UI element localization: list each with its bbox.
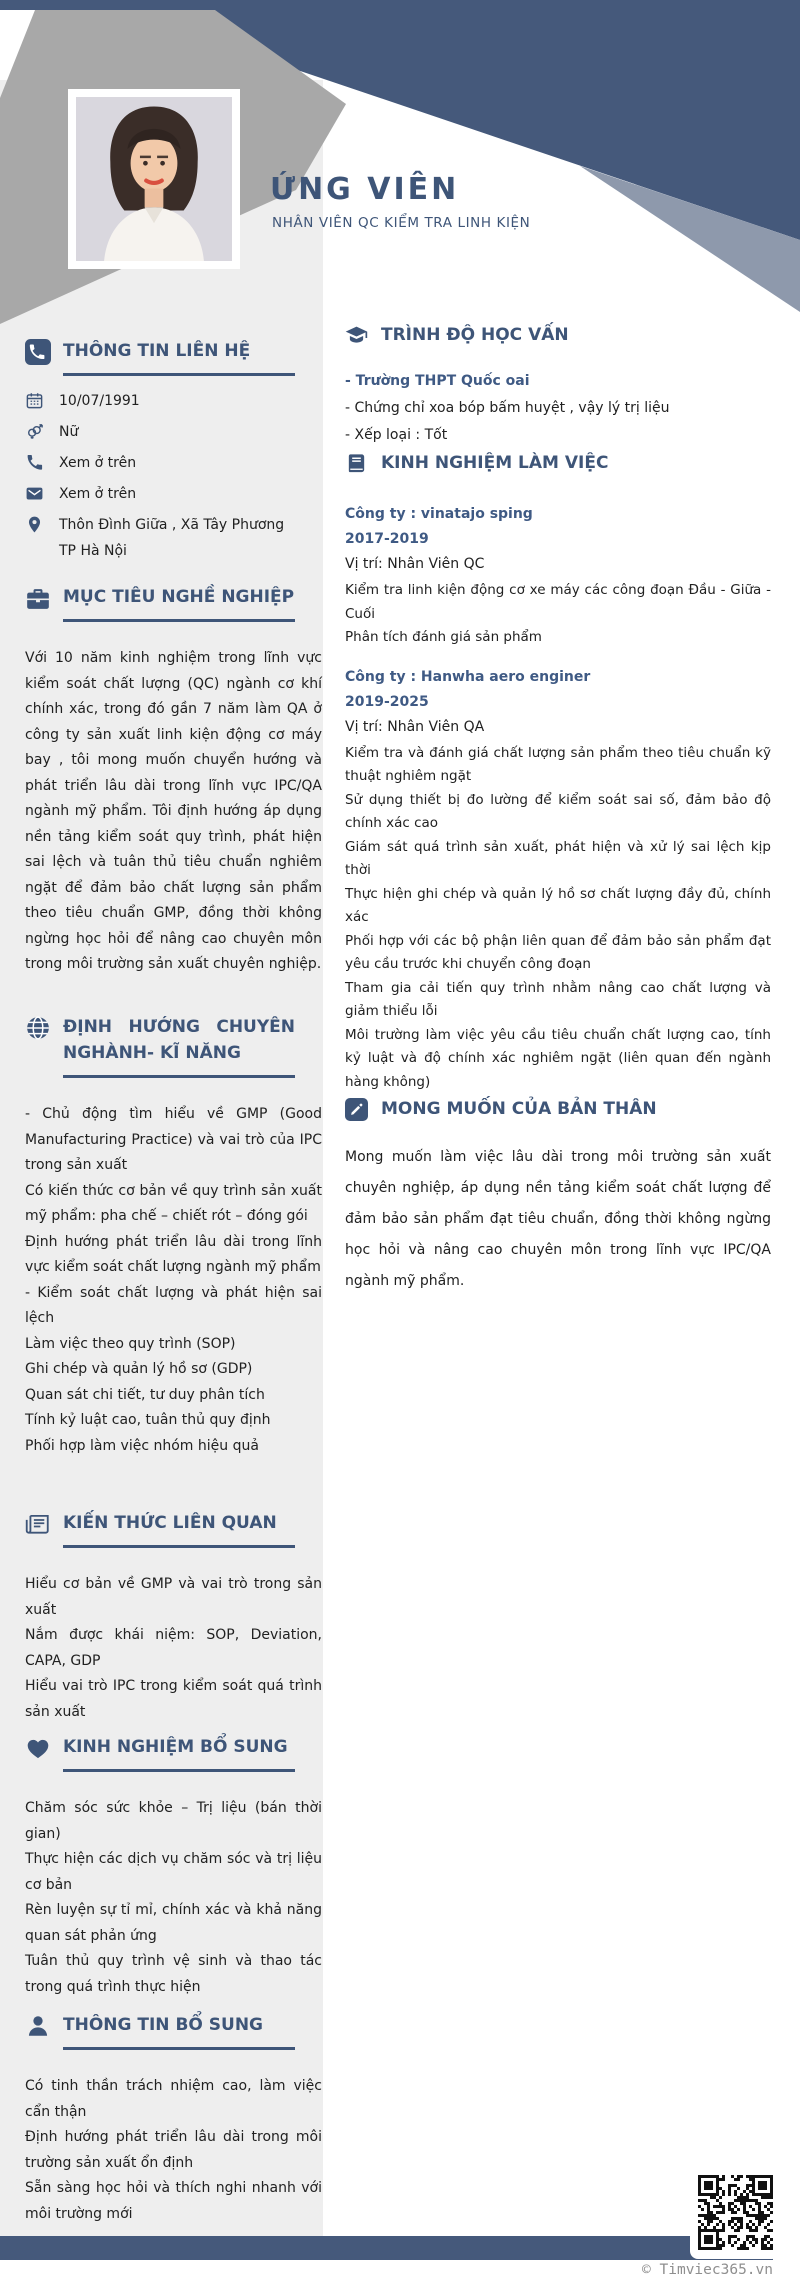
envelope-icon: [25, 481, 47, 507]
section-heading: KINH NGHIỆM BỔ SUNG: [63, 1734, 295, 1772]
contact-item-text: Xem ở trên: [59, 455, 137, 471]
section-body: [25, 1572, 322, 1725]
section-1: [25, 584, 322, 978]
page-subtitle: NHÂN VIÊN QC KIỂM TRA LINH KIỆN: [272, 215, 531, 231]
pencil-badge-icon: [345, 1096, 371, 1121]
job-duty: Kiểm tra và đánh giá chất lượng sản phẩm theo tiêu chuẩn kỹ thuật nghiêm ngặt: [345, 744, 771, 784]
job-duty: Giám sát quá trình sản xuất, phát hiện và xử lý sai lệch kịp thời: [345, 838, 771, 878]
section-header: [25, 1510, 322, 1548]
section-work-experience: [345, 450, 771, 1109]
page-title: ỨNG VIÊN: [270, 172, 460, 207]
contact-item-text: 10/07/1991: [59, 393, 140, 409]
job-duty-list: [345, 579, 771, 650]
section-heading: ĐỊNH HƯỚNG CHUYÊN NGHÀNH- KĨ NĂNG: [63, 1014, 295, 1078]
book-icon: [345, 450, 371, 475]
section-heading: MONG MUỐN CỦA BẢN THÂN: [381, 1099, 657, 1119]
job-duty: Môi trường làm việc yêu cầu tiêu chuẩn chất lượng cao, tính kỷ luật và độ chính xác nghiêm ngặt (liên quan đến ngành hàng không): [345, 1026, 771, 1090]
section-line: Làm việc theo quy trình (SOP): [25, 1335, 236, 1352]
contact-item-list: [25, 388, 322, 564]
section-line: Định hướng phát triển lâu dài trong lĩnh vực kiểm soát chất lượng ngành mỹ phẩm: [25, 1233, 322, 1275]
job-company: Công ty : vinatajo sping: [345, 506, 533, 522]
footer-bar: [0, 2236, 773, 2260]
section-line: Sẵn sàng học hỏi và thích nghi nhanh với môi trường mới: [25, 2180, 322, 2222]
qr-code-icon: [698, 2175, 773, 2254]
header-top-bar: [0, 0, 800, 10]
contact-item: [25, 388, 322, 414]
job-entry: [345, 502, 771, 650]
job-duty: Phân tích đánh giá sản phẩm: [345, 629, 542, 645]
section-body: [25, 1796, 322, 2000]
section-3: [25, 1510, 322, 1725]
section-line: Phối hợp làm việc nhóm hiệu quả: [25, 1437, 259, 1454]
aspiration-paragraph: Mong muốn làm việc lâu dài trong môi trường sản xuất chuyên nghiệp, áp dụng nền tảng kiểm soát chất lượng để đảm bảo sản phẩm đạt tiêu chuẩn, đồng thời không ngừng học hỏi và nâng cao chuyên môn trong lĩnh vực IPC/QA ngành mỹ phẩm.: [345, 1149, 771, 1289]
section-header: [345, 322, 771, 348]
section-line: Tính kỷ luật cao, tuân thủ quy định: [25, 1412, 271, 1428]
job-duty: Phối hợp với các bộ phận liên quan để đảm bảo sản phẩm đạt yêu cầu trước khi chuyển công đoạn: [345, 932, 771, 972]
briefcase-icon: [25, 584, 55, 611]
contact-item-text: Nữ: [59, 424, 79, 440]
section-line: - Chủ động tìm hiểu về GMP (Good Manufacturing Practice) và vai trò của IPC trong sản xuất: [25, 1106, 322, 1173]
section-header: [25, 584, 322, 622]
contact-item-text: Xem ở trên: [59, 486, 137, 502]
section-heading: KINH NGHIỆM LÀM VIỆC: [381, 453, 609, 473]
contact-item: [25, 450, 322, 476]
location-icon: [25, 512, 47, 564]
section-body: [25, 2074, 322, 2227]
section-line: Hiểu vai trò IPC trong kiểm soát quá trình sản xuất: [25, 1678, 322, 1720]
phone-badge-icon: [25, 338, 55, 365]
section-heading: KIẾN THỨC LIÊN QUAN: [63, 1510, 295, 1548]
section-line: Với 10 năm kinh nghiệm trong lĩnh vực kiểm soát chất lượng (QC) ngành cơ khí chính xác, trong đó gần 7 năm làm QA ở công ty sản xuất linh kiện động cơ máy bay , tôi mong muốn chuyển hướng và phát triển lâu dài trong lĩnh vực IPC/QA ngành mỹ phẩm. Tôi định hướng áp dụng nền tảng kiểm soát quy trình, phát hiện sai lệch và tuân thủ tiêu chuẩn nghiêm ngặt để đảm bảo chất lượng sản phẩm theo tiêu chuẩn GMP, đồng thời không ngừng học hỏi để nâng cao chuyên môn trong môi trường sản xuất chuyên nghiệp.: [25, 650, 322, 972]
section-contact-info: [25, 338, 322, 569]
globe-icon: [25, 1014, 55, 1041]
job-entry: [345, 665, 771, 1095]
section-line: Tuân thủ quy trình vệ sinh và thao tác trong quá trình thực hiện: [25, 1953, 322, 1995]
heart-icon: [25, 1734, 55, 1761]
section-line: Có tinh thần trách nhiệm cao, làm việc cẩn thận: [25, 2078, 322, 2120]
section-heading: THÔNG TIN LIÊN HỆ: [63, 338, 295, 376]
education-line: - Trường THPT Quốc oai: [345, 373, 530, 389]
job-duty: Kiểm tra linh kiện động cơ xe máy các công đoạn Đầu - Giữa - Cuối: [345, 582, 771, 622]
gender-icon: [25, 419, 47, 445]
section-line: Ghi chép và quản lý hồ sơ (GDP): [25, 1361, 253, 1377]
section-heading: THÔNG TIN BỔ SUNG: [63, 2012, 295, 2050]
section-header: [25, 2012, 322, 2050]
newspaper-icon: [25, 1510, 55, 1537]
section-header: [345, 450, 771, 476]
section-line: - Kiểm soát chất lượng và phát hiện sai lệch: [25, 1284, 322, 1326]
job-duty: Thực hiện ghi chép và quản lý hồ sơ chất lượng đầy đủ, chính xác: [345, 885, 771, 925]
section-line: Rèn luyện sự tỉ mỉ, chính xác và khả năng quan sát phản ứng: [25, 1902, 322, 1944]
job-duty-list: [345, 742, 771, 1095]
education-line: - Chứng chỉ xoa bóp bấm huyệt , vậy lý trị liệu: [345, 400, 670, 416]
phone-icon: [25, 450, 47, 476]
section-header: [25, 1014, 322, 1078]
section-header: [345, 1096, 771, 1122]
qr-code: [690, 2170, 780, 2259]
job-position: Vị trí: Nhân Viên QC: [345, 556, 485, 572]
contact-item: [25, 419, 322, 445]
footer-credit: © Timviec365.vn: [642, 2262, 773, 2278]
section-aspiration: [345, 1096, 771, 1297]
contact-item: [25, 481, 322, 507]
contact-item-text: Thôn Đình Giữa , Xã Tây Phương TP Hà Nội: [59, 517, 285, 559]
section-heading: MỤC TIÊU NGHỀ NGHIỆP: [63, 584, 295, 622]
section-header: [25, 1734, 322, 1772]
job-duty: Tham gia cải tiến quy trình nhằm nâng cao chất lượng và giảm thiểu lỗi: [345, 979, 771, 1019]
section-line: Chăm sóc sức khỏe – Trị liệu (bán thời gian): [25, 1800, 322, 1842]
section-4: [25, 1734, 322, 2000]
education-line: - Xếp loại : Tốt: [345, 427, 448, 443]
section-line: Định hướng phát triển lâu dài trong môi trường sản xuất ổn định: [25, 2129, 322, 2171]
section-line: Quan sát chi tiết, tư duy phân tích: [25, 1386, 265, 1403]
section-line: Hiểu cơ bản về GMP và vai trò trong sản xuất: [25, 1576, 322, 1618]
section-body: [345, 502, 771, 1094]
calendar-icon: [25, 388, 47, 414]
contact-item: [25, 512, 322, 564]
portrait-illustration: [76, 97, 232, 261]
section-2: [25, 1014, 322, 1459]
job-period: 2017-2019: [345, 531, 429, 547]
job-position: Vị trí: Nhân Viên QA: [345, 718, 485, 735]
section-body: [345, 368, 771, 449]
job-duty: Sử dụng thiết bị đo lường để kiểm soát sai số, đảm bảo độ chính xác cao: [345, 791, 771, 831]
section-body: [25, 1102, 322, 1459]
section-education: [345, 322, 771, 449]
section-line: Nắm được khái niệm: SOP, Deviation, CAPA, GDP: [25, 1627, 322, 1669]
graduation-cap-icon: [345, 322, 371, 347]
job-period: 2019-2025: [345, 693, 429, 710]
section-header: [25, 338, 322, 376]
section-body: [345, 1142, 771, 1297]
section-line: Có kiến thức cơ bản về quy trình sản xuất mỹ phẩm: pha chế – chiết rót – đóng gói: [25, 1182, 322, 1224]
section-body: [25, 646, 322, 978]
profile-photo: [68, 89, 240, 269]
section-heading: TRÌNH ĐỘ HỌC VẤN: [381, 325, 569, 345]
section-line: Thực hiện các dịch vụ chăm sóc và trị liệu cơ bản: [25, 1851, 322, 1893]
job-company: Công ty : Hanwha aero enginer: [345, 668, 591, 685]
section-5: [25, 2012, 322, 2227]
person-icon: [25, 2012, 55, 2039]
